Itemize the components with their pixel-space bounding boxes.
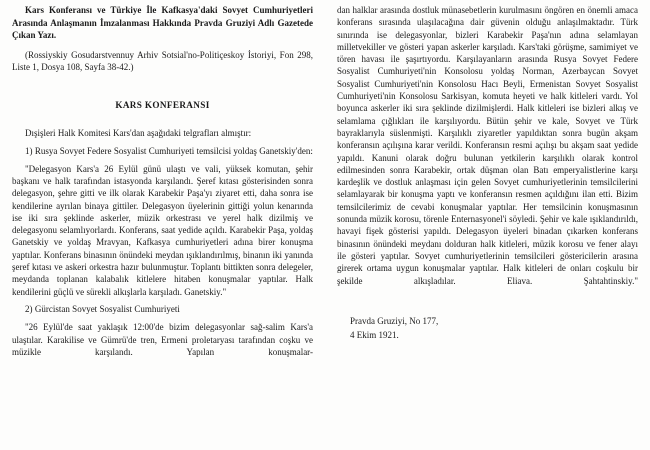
telegram-2-continuation: dan halklar arasında dostluk münasebetlerin kurulmasını öngören en önemli amaca konferans sırasında ulaşılacağına dair güvenin olduğu anlaşılmaktadır. Türk sınırında ise delegasyonlar, bizleri Karabekir Paşa'nın adına selamlayan milletvekiller ve gösteri yapan askerler karşıladı. Kars'taki görüşme, samimiyet ve tören havası ile şaşırtıyordu. Karşılayanların arasında Rusya Sovyet Federe Sosyalist Cumhuriyeti'nin Konsolosu yoldaş Norman, Azerbaycan Sovyet Sosyalist Cumhuriyeti'nin Konsolosu Hacı Beyli, Ermenistan Sovyet Sosyalist Cumhuriyeti'nin Konsolosu Sarkisyan, komuta heyeti ve halk kitleleri vardı. Yol boyunca askerler iki sıra şeklinde dizilmişlerdi. Halk kitleleri ise bizleri alkış ve selamlama çığlıkları ile karşılıyordu. Bütün şehir ve kale, Sovyet ve Türk bayraklarıyla süslenmişti. Karşılıklı ziyaretler yapıldıktan sonra bugün akşam konferansın açılışına karar verildi. Konferansın resmi açılışı bu akşam saat yedide yapıldı. Kanuni olarak doğru bulunan yetkilerin karşılıklı olarak kontrol edilmesinden sonra Karabekir, ortak düşman olan Batı emperyalistlerine karşı kardeşlik ve dostluk anlaşması için gelen Sovyet cumhuriyetlerinin temsilcilerini selamlayarak bir konuşma yaptı ve konferansın resmen açıldığını ilan etti. Bizim temsilcilerimiz de cevabi konuşmalar yaptılar. Her temsilcinin konuşmasının sonunda müzik korosu, törenle Enternasyonel'i söyledi. Şehir ve kale ışıklandırıldı, havayi fişek gösterisi yapıldı. Delegasyon üyeleri binadan çıkarken konferans binasının önündeki meydanı dolduran halk kitleleri, müzik korosu ve fener alayı ile gösteri yaptılar. Sovyet cumhuriyetlerinin temsilcileri göstericilerin arasına girerek ortama uygun konuşmalar yaptılar. Halk kitleleri de onları coşkulu bir şekilde alkışladılar. Eliava. Şahtahtinskiy." xyxy=(337,5,638,286)
left-text-column xyxy=(12,0,313,370)
right-text-column xyxy=(337,0,638,342)
telegram-2-body: "26 Eylül'de saat yaklaşık 12:00'de bizim delegasyonlar sağ-salim Kars'a ulaştılar. Karakilise ve Gümrü'de tren, Ermeni proletaryası tarafından coşku ve müzikle karşılandı. Yapılan konuşmalar- xyxy=(12,322,313,357)
source-date: 4 Ekim 1921. xyxy=(350,329,399,340)
telegram-1-body: "Delegasyon Kars'a 26 Eylül günü ulaştı ve vali, yüksek komutan, şehir başkanı ve halk tarafından istasyonda karşılandı. Şeref kıtası gösterisinden sonra delegasyon, şehre gitti ve ilk olarak Karabekir Paşa'yı ziyaret etti, daha sonra ise kendilerine ayrılan binaya gittiler. Delegasyon üyelerinin gittiği yolun kenarında ise iki sıra şeklinde askerler, müzik orkestrası ve yerel halk dizilmiş ve delegasyonu selamlıyorlardı. Konferans, saat yedide açıldı. Karabekir Paşa, yoldaş Ganetskiy ve yoldaş Mravyan, Kafkasya cumhuriyetleri adına birer konuşma yaptılar. Konferans binasının önündeki meydan ışıklandırılmış, binanın iki yanında şeref kıtası ve askeri orkestra hazır bulunmuştur. Toplantı bittikten sonra delegeler, meydanda toplanan kalabalık kitlelere hitaben konuşmalar yaptılar. Halk kendilerini güçlü ve sürekli alkışlarla karşıladı. Ganetskiy." xyxy=(12,163,313,297)
heading-spacer xyxy=(12,110,313,127)
telegram-1-header: 1) Rusya Sovyet Federe Sosyalist Cumhuriyeti temsilcisi yoldaş Ganetskiy'den: xyxy=(25,145,313,156)
section-heading: KARS KONFERANSI xyxy=(115,100,210,111)
archive-reference: (Rossiyskiy Gosudarstvennuy Arhiv Sotsial'no-Politiçeskoy İstoriyi, Fon 298, Liste 1, Dosya 108, Sayfa 38-42.) xyxy=(12,49,313,72)
document-title: Kars Konferansı ve Türkiye İle Kafkasya'daki Sovyet Cumhuriyetleri Arasında Anlaşmanın İmzalanması Hakkında Pravda Gruziyi Adlı Gazetede Çıkan Yazı. xyxy=(12,5,313,40)
source-publication: Pravda Gruziyi, No 177, xyxy=(350,316,439,327)
telegram-2-header: 2) Gürcistan Sovyet Sosyalist Cumhuriyeti xyxy=(25,304,180,315)
intro-paragraph: Dışişleri Halk Komitesi Kars'dan aşağıdaki telgrafları almıştır: xyxy=(25,128,252,139)
